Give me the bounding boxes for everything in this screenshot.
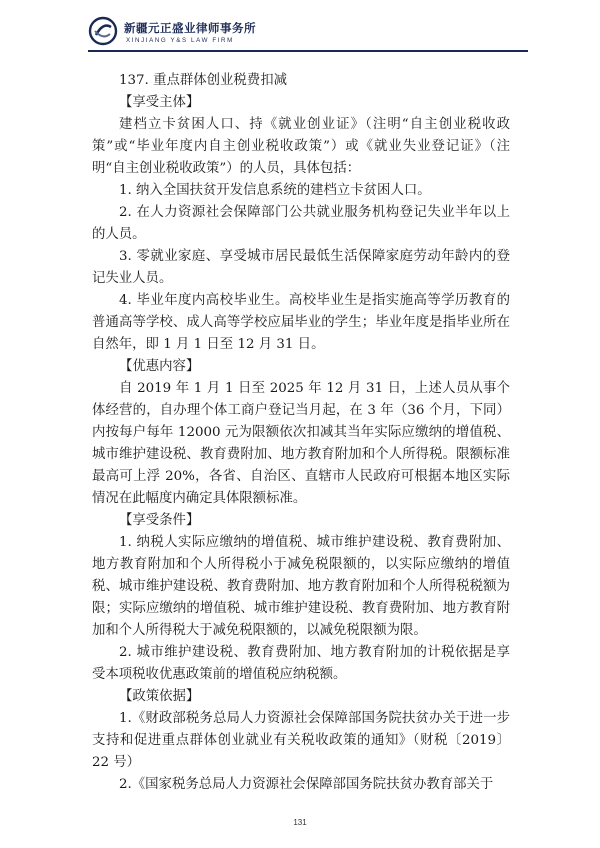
heading-conditions: 【享受条件】 [119, 513, 200, 528]
paragraph-beneficiaries-intro: 建档立卡贫困人口、持《就业创业证》（注明“自主创业税收政策”或“毕业年度内自主创业税收政策”）或《就业失业登记证》（注明“自主创业税收政策”）的人员，具体包括： [92, 117, 510, 176]
heading-benefits: 【优惠内容】 [119, 359, 200, 374]
list-item-1: 1. 纳入全国扶贫开发信息系统的建档立卡贫困人口。 [119, 183, 431, 198]
paragraph-benefits: 自 2019 年 1 月 1 日至 2025 年 12 月 31 日，上述人员从事个体经营的，自办理个体工商户登记当月起，在 3 年（36 个月，下同）内按每户每年 12000 元为限额依次扣减其当年实际应缴纳的增值税、城市维护建设税、教育费附加、地方教育附加和个人所得税。限额标准最高可上浮 20%，各省、自治区、直辖市人民政府可根据本地区实际情况在此幅度内确定具体限额标准。 [92, 381, 510, 506]
heading-beneficiaries: 【享受主体】 [119, 95, 200, 110]
header-rule [88, 50, 528, 52]
firm-logo-icon [88, 16, 118, 46]
firm-name-en: XINJIANG Y&S LAW FIRM [126, 37, 234, 44]
policy-basis-2: 2.《国家税务总局人力资源社会保障部国务院扶贫办教育部关于 [119, 777, 494, 792]
condition-2: 2. 城市维护建设税、教育费附加、地方教育附加的计税依据是享受本项税收优惠政策前的增值税应纳税额。 [92, 645, 510, 682]
policy-basis-1: 1.《财政部税务总局人力资源社会保障部国务院扶贫办关于进一步支持和促进重点群体创业就业有关税收政策的通知》（财税〔2019〕22 号） [92, 711, 510, 770]
list-item-2: 2. 在人力资源社会保障部门公共就业服务机构登记失业半年以上的人员。 [92, 205, 510, 242]
letterhead [88, 14, 528, 50]
firm-name-cn: 新疆元正盛业律师事务所 [124, 23, 256, 35]
heading-policy-basis: 【政策依据】 [119, 689, 200, 704]
list-item-3: 3. 零就业家庭、享受城市居民最低生活保障家庭劳动年龄内的登记失业人员。 [92, 249, 510, 286]
page-number: 131 [293, 818, 307, 827]
list-item-4: 4. 毕业年度内高校毕业生。高校毕业生是指实施高等学历教育的普通高等学校、成人高等学校应届毕业的学生；毕业年度是指毕业所在自然年，即 1 月 1 日至 12 月 31 日。 [92, 293, 510, 352]
document-body [92, 70, 510, 796]
condition-1: 1. 纳税人实际应缴纳的增值税、城市维护建设税、教育费附加、地方教育附加和个人所得税小于减免税限额的，以实际应缴纳的增值税、城市维护建设税、教育费附加、地方教育附加和个人所得税税额为限；实际应缴纳的增值税、城市维护建设税、教育费附加、地方教育附加和个人所得税大于减免税限额的，以减免税限额为限。 [92, 535, 510, 638]
section-title: 137. 重点群体创业税费扣减 [119, 73, 287, 88]
